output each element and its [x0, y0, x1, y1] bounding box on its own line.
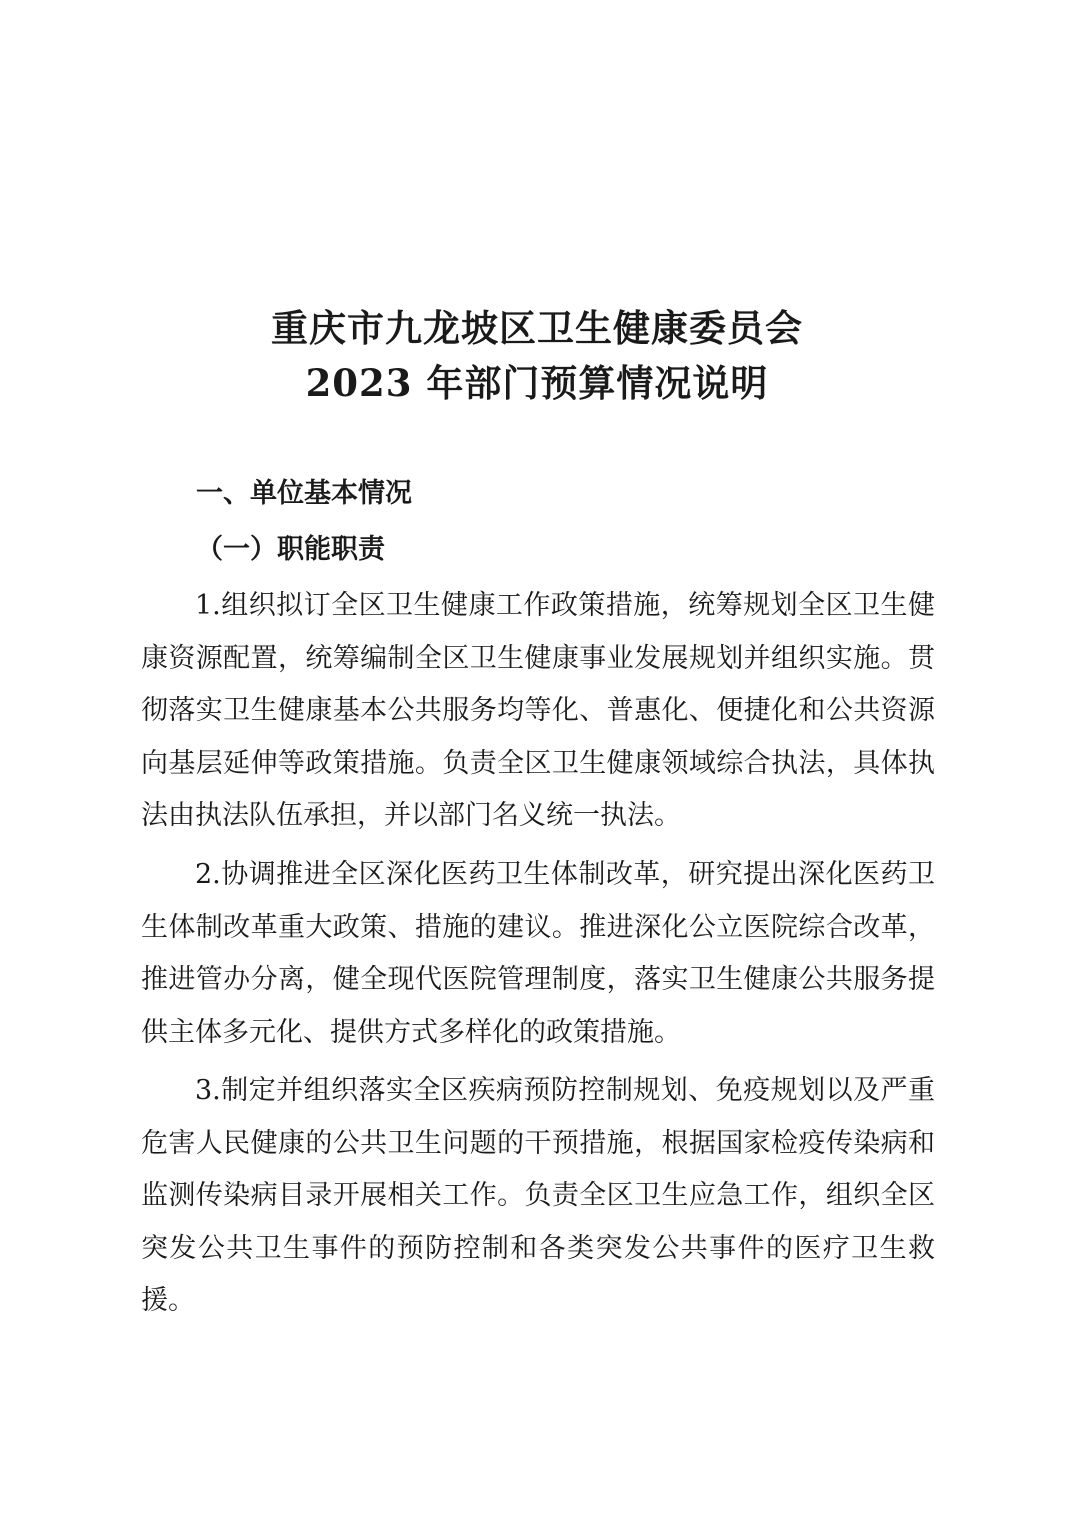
subsection-heading-functions: （一）职能职责 — [196, 534, 385, 565]
document-title-line2: 2023 年部门预算情况说明 — [305, 361, 769, 405]
paragraph-1: 1.组织拟订全区卫生健康工作政策措施，统筹规划全区卫生健康资源配置，统筹编制全区卫生健康事业发展规划并组织实施。贯彻落实卫生健康基本公共服务均等化、普惠化、便捷化和公共资源向基层延伸等政策措施。负责全区卫生健康领域综合执法，具体执法由执法队伍承担，并以部门名义统一执法。 — [141, 590, 935, 831]
section-heading-basic-info: 一、单位基本情况 — [196, 478, 412, 509]
document-title-line1: 重庆市九龙坡区卫生健康委员会 — [271, 306, 803, 350]
paragraph-3: 3.制定并组织落实全区疾病预防控制规划、免疫规划以及严重危害人民健康的公共卫生问题的干预措施，根据国家检疫传染病和监测传染病目录开展相关工作。负责全区卫生应急工作，组织全区突发公共卫生事件的预防控制和各类突发公共事件的医疗卫生救援。 — [141, 1075, 935, 1316]
paragraph-2: 2.协调推进全区深化医药卫生体制改革，研究提出深化医药卫生体制改革重大政策、措施的建议。推进深化公立医院综合改革，推进管办分离，健全现代医院管理制度，落实卫生健康公共服务提供主体多元化、提供方式多样化的政策措施。 — [141, 859, 935, 1048]
